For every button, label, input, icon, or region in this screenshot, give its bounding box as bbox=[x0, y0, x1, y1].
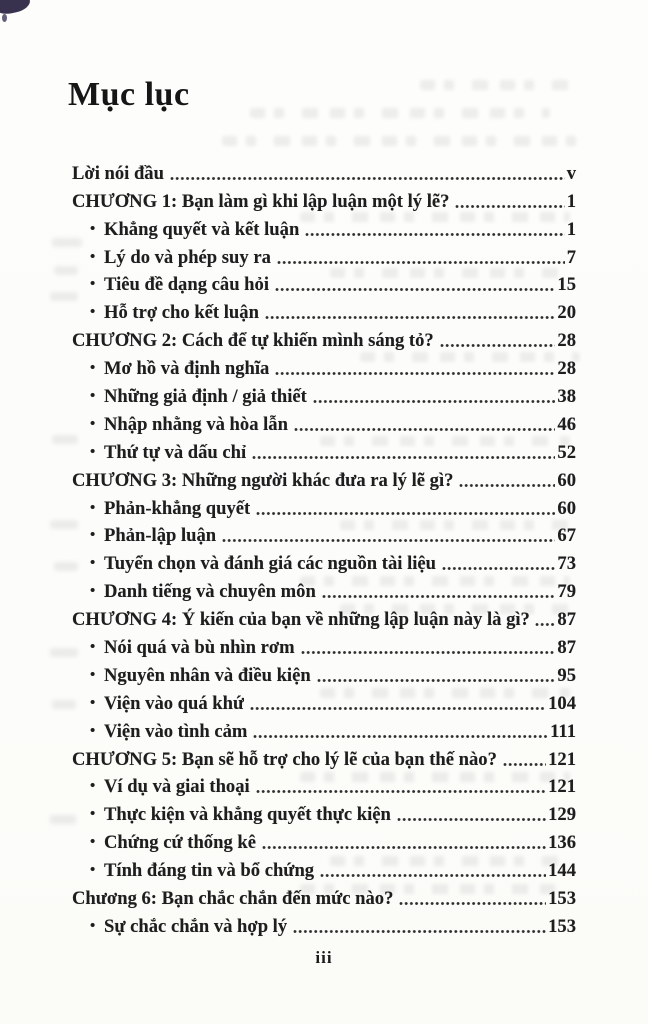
toc-entry-page: 87 bbox=[557, 609, 576, 631]
toc-entry-page: 7 bbox=[566, 246, 576, 268]
toc-entry-label: Lý do và phép suy ra bbox=[104, 246, 271, 268]
bullet-icon: • bbox=[90, 499, 96, 516]
toc-entry-label: CHƯƠNG 5: Bạn sẽ hỗ trợ cho lý lẽ của bạn thế nào? bbox=[72, 748, 497, 770]
toc-entry-label: Tuyển chọn và đánh giá các nguồn tài liệu bbox=[104, 553, 437, 575]
toc-entry-label: Nhập nhằng và hòa lẫn bbox=[104, 413, 288, 435]
toc-entry bbox=[72, 632, 576, 660]
toc-entry-label: Lời nói đầu bbox=[72, 162, 164, 184]
toc-entry bbox=[72, 827, 576, 855]
dot-leader bbox=[322, 579, 556, 604]
dot-leader bbox=[397, 802, 546, 827]
toc-entry bbox=[72, 521, 576, 549]
toc-entry-label: Hỗ trợ cho kết luận bbox=[104, 302, 259, 324]
dot-leader bbox=[262, 830, 546, 855]
bullet-icon: • bbox=[90, 834, 96, 851]
dot-leader bbox=[313, 384, 556, 409]
toc-entry-label: Thứ tự và dấu chỉ bbox=[104, 441, 247, 463]
bleed-through-artifact bbox=[250, 108, 550, 118]
toc-entry-page: 153 bbox=[548, 915, 576, 937]
bullet-icon: • bbox=[90, 415, 96, 432]
toc-entry-page: 20 bbox=[557, 302, 576, 324]
bleed-through-artifact bbox=[222, 136, 582, 146]
toc-entry-page: 38 bbox=[557, 386, 576, 408]
toc-entry-label: Viện vào quá khứ bbox=[104, 692, 245, 714]
page-title: Mục lục bbox=[68, 76, 190, 113]
toc-entry-label: Khẳng quyết và kết luận bbox=[104, 218, 300, 240]
dot-leader bbox=[277, 245, 565, 270]
toc-entry bbox=[72, 409, 576, 437]
toc-entry-page: 129 bbox=[548, 804, 576, 826]
toc-entry bbox=[72, 297, 576, 325]
toc-entry-label: Tiêu đề dạng câu hỏi bbox=[104, 274, 269, 296]
toc-entry-label: CHƯƠNG 1: Bạn làm gì khi lập luận một lý lẽ? bbox=[72, 190, 450, 212]
toc-entry-label: Phản-khẳng quyết bbox=[104, 497, 251, 519]
toc-entry-page: 136 bbox=[548, 832, 576, 854]
dot-leader bbox=[535, 607, 555, 632]
dot-leader bbox=[399, 886, 546, 911]
bullet-icon: • bbox=[90, 276, 96, 293]
bullet-icon: • bbox=[90, 388, 96, 405]
bullet-icon: • bbox=[90, 639, 96, 656]
dot-leader bbox=[442, 551, 555, 576]
toc-entry-page: 28 bbox=[557, 358, 576, 380]
toc-entry-page: 1 bbox=[566, 218, 576, 240]
toc-entry-page: 46 bbox=[557, 413, 576, 435]
toc-entry-label: Sự chắc chắn và hợp lý bbox=[104, 915, 288, 937]
bleed-through-artifact bbox=[420, 80, 580, 90]
bullet-icon: • bbox=[90, 220, 96, 237]
dot-leader bbox=[455, 189, 564, 214]
bullet-icon: • bbox=[90, 778, 96, 795]
dot-leader bbox=[275, 272, 555, 297]
dot-leader bbox=[222, 523, 555, 548]
folio-page-number: iii bbox=[315, 948, 333, 967]
dot-leader bbox=[301, 635, 556, 660]
dot-leader bbox=[252, 440, 555, 465]
bullet-icon: • bbox=[90, 360, 96, 377]
toc-section-entry bbox=[72, 465, 576, 493]
dot-leader bbox=[253, 719, 548, 744]
toc-entry-page: 87 bbox=[557, 637, 576, 659]
table-of-contents bbox=[72, 158, 576, 939]
bullet-icon: • bbox=[90, 248, 96, 265]
toc-entry bbox=[72, 437, 576, 465]
dot-leader bbox=[294, 412, 555, 437]
bullet-icon: • bbox=[90, 862, 96, 879]
bullet-icon: • bbox=[90, 583, 96, 600]
toc-entry bbox=[72, 772, 576, 800]
toc-entry bbox=[72, 493, 576, 521]
toc-entry-label: Ví dụ và giai thoại bbox=[104, 776, 250, 798]
toc-section-entry bbox=[72, 883, 576, 911]
toc-entry bbox=[72, 660, 576, 688]
toc-entry-page: 1 bbox=[566, 190, 576, 212]
toc-entry-page: 79 bbox=[557, 581, 576, 603]
bullet-icon: • bbox=[90, 304, 96, 321]
toc-entry bbox=[72, 381, 576, 409]
toc-section-entry bbox=[72, 744, 576, 772]
bullet-icon: • bbox=[90, 666, 96, 683]
toc-entry-page: 111 bbox=[550, 720, 576, 742]
toc-entry-label: Danh tiếng và chuyên môn bbox=[104, 581, 316, 603]
toc-entry-label: Phản-lập luận bbox=[104, 525, 217, 547]
toc-entry bbox=[72, 548, 576, 576]
toc-entry-label: Nguyên nhân và điều kiện bbox=[104, 664, 311, 686]
toc-entry-page: 144 bbox=[548, 860, 576, 882]
toc-entry bbox=[72, 799, 576, 827]
toc-section-entry bbox=[72, 158, 576, 186]
toc-entry-page: v bbox=[566, 162, 576, 184]
bullet-icon: • bbox=[90, 527, 96, 544]
bullet-icon: • bbox=[90, 555, 96, 572]
toc-entry-page: 60 bbox=[557, 469, 576, 491]
dot-leader bbox=[317, 663, 556, 688]
toc-entry-label: Thực kiện và khẳng quyết thực kiện bbox=[104, 804, 391, 826]
toc-entry bbox=[72, 353, 576, 381]
bullet-icon: • bbox=[90, 443, 96, 460]
toc-entry-label: Nói quá và bù nhìn rơm bbox=[104, 637, 295, 659]
toc-entry-page: 15 bbox=[557, 274, 576, 296]
bullet-icon: • bbox=[90, 917, 96, 934]
toc-entry bbox=[72, 242, 576, 270]
dot-leader bbox=[275, 356, 555, 381]
toc-entry-page: 104 bbox=[548, 692, 576, 714]
dot-leader bbox=[305, 217, 564, 242]
toc-section-entry bbox=[72, 604, 576, 632]
bullet-icon: • bbox=[90, 694, 96, 711]
toc-entry-page: 52 bbox=[557, 441, 576, 463]
dot-leader bbox=[265, 300, 555, 325]
toc-entry-label: Mơ hồ và định nghĩa bbox=[104, 358, 270, 380]
toc-entry-label: CHƯƠNG 2: Cách để tự khiến mình sáng tỏ? bbox=[72, 330, 434, 352]
scan-corner-artifact bbox=[2, 14, 7, 22]
dot-leader bbox=[293, 914, 546, 939]
dot-leader bbox=[170, 161, 565, 186]
toc-entry bbox=[72, 214, 576, 242]
toc-entry-label: Viện vào tình cảm bbox=[104, 720, 248, 742]
toc-entry bbox=[72, 576, 576, 604]
bullet-icon: • bbox=[90, 722, 96, 739]
toc-section-entry bbox=[72, 186, 576, 214]
dot-leader bbox=[503, 747, 546, 772]
toc-entry-page: 153 bbox=[548, 888, 576, 910]
toc-entry bbox=[72, 911, 576, 939]
toc-entry-page: 67 bbox=[557, 525, 576, 547]
toc-entry-label: CHƯƠNG 3: Những người khác đưa ra lý lẽ gì? bbox=[72, 469, 454, 491]
toc-entry bbox=[72, 716, 576, 744]
toc-entry-page: 60 bbox=[557, 497, 576, 519]
dot-leader bbox=[256, 496, 555, 521]
toc-entry-label: Những giả định / giả thiết bbox=[104, 386, 307, 408]
toc-entry-page: 121 bbox=[548, 776, 576, 798]
dot-leader bbox=[250, 691, 546, 716]
toc-entry-label: Chương 6: Bạn chắc chắn đến mức nào? bbox=[72, 888, 394, 910]
toc-entry-label: Chứng cứ thống kê bbox=[104, 832, 256, 854]
toc-entry bbox=[72, 855, 576, 883]
toc-entry-page: 73 bbox=[557, 553, 576, 575]
toc-entry-label: Tính đáng tin và bổ chứng bbox=[104, 860, 315, 882]
dot-leader bbox=[459, 468, 555, 493]
toc-entry bbox=[72, 270, 576, 298]
dot-leader bbox=[440, 328, 556, 353]
dot-leader bbox=[320, 858, 546, 883]
bullet-icon: • bbox=[90, 806, 96, 823]
toc-entry-page: 28 bbox=[557, 330, 576, 352]
toc-entry-page: 95 bbox=[557, 664, 576, 686]
toc-entry-label: CHƯƠNG 4: Ý kiến của bạn về những lập luận này là gì? bbox=[72, 609, 530, 631]
toc-entry bbox=[72, 688, 576, 716]
toc-entry-page: 121 bbox=[548, 748, 576, 770]
dot-leader bbox=[256, 774, 546, 799]
toc-section-entry bbox=[72, 325, 576, 353]
